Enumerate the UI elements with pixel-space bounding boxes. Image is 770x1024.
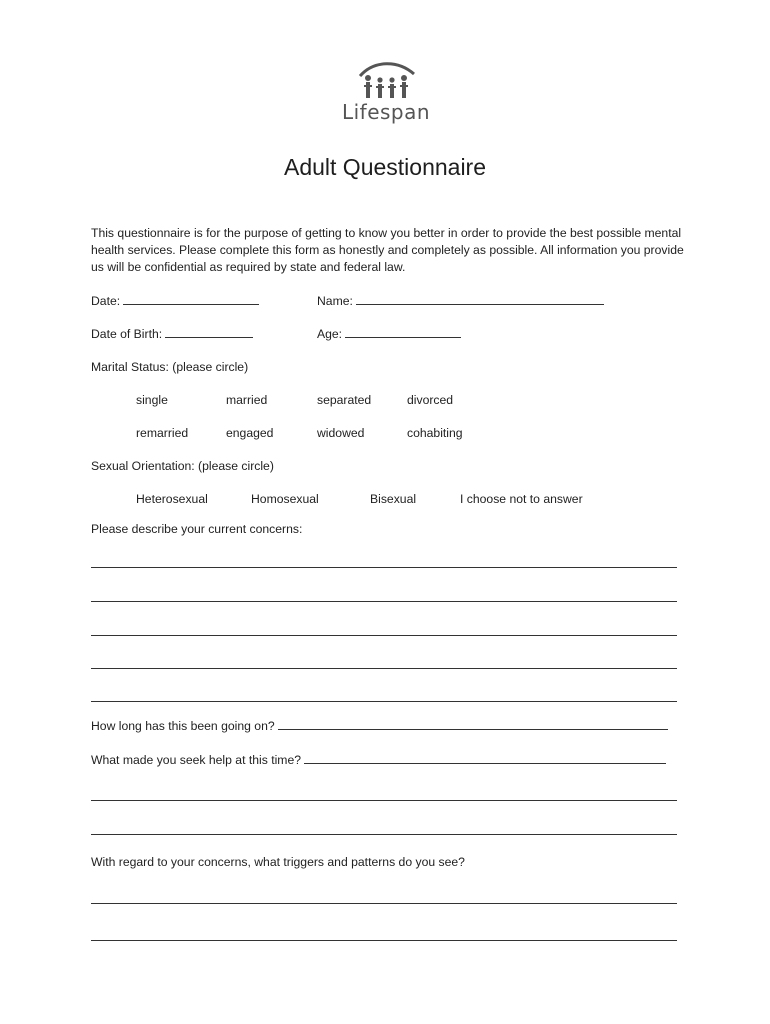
orientation-option-no-answer[interactable]: I choose not to answer [460,492,583,506]
how-long-question: How long has this been going on? [91,719,275,733]
marital-option-separated[interactable]: separated [317,393,372,407]
orientation-option-heterosexual[interactable]: Heterosexual [136,492,208,506]
seek-help-answer-line-2[interactable] [91,834,677,835]
age-field[interactable] [317,327,461,341]
name-field[interactable] [317,294,604,308]
marital-option-engaged[interactable]: engaged [226,426,274,440]
intro-paragraph: This questionnaire is for the purpose of getting to know you better in order to provide the best possible mental health services. Please complete this form as honestly and completely as possible. All information you provide us will be confidential as required by state and federal law. [91,226,684,274]
family-icon [354,62,418,102]
dob-field[interactable] [91,327,253,341]
marital-status-label: Marital Status: (please circle) [91,360,249,374]
dob-label: Date of Birth: [91,327,163,341]
concerns-question: Please describe your current concerns: [91,522,303,536]
seek-help-line [304,762,666,764]
marital-option-married[interactable]: married [226,393,268,407]
marital-option-single[interactable]: single [136,393,168,407]
name-line [356,303,604,305]
seek-help-answer-line-1[interactable] [91,800,677,801]
concerns-answer-line-2[interactable] [91,601,677,602]
orientation-option-homosexual[interactable]: Homosexual [251,492,319,506]
concerns-answer-line-1[interactable] [91,567,677,568]
concerns-answer-line-5[interactable] [91,701,677,702]
triggers-answer-line-2[interactable] [91,940,677,941]
marital-option-remarried[interactable]: remarried [136,426,189,440]
seek-help-field[interactable] [91,753,666,767]
age-line [345,336,461,338]
orientation-option-bisexual[interactable]: Bisexual [370,492,417,506]
date-field[interactable] [91,294,259,308]
how-long-field[interactable] [91,719,668,733]
how-long-line [278,728,668,730]
lifespan-logo [336,62,436,134]
date-line [123,303,259,305]
dob-line [165,336,253,338]
name-label: Name: [317,294,353,308]
triggers-question: With regard to your concerns, what triggers and patterns do you see? [91,855,465,869]
marital-option-divorced[interactable]: divorced [407,393,454,407]
date-label: Date: [91,294,121,308]
orientation-label: Sexual Orientation: (please circle) [91,459,274,473]
triggers-answer-line-1[interactable] [91,903,677,904]
logo-text: Lifespan [341,100,431,124]
seek-help-question: What made you seek help at this time? [91,753,302,767]
concerns-answer-line-3[interactable] [91,635,677,636]
marital-option-cohabiting[interactable]: cohabiting [407,426,463,440]
marital-option-widowed[interactable]: widowed [317,426,365,440]
age-label: Age: [317,327,343,341]
page-title: Adult Questionnaire [283,154,486,180]
concerns-answer-line-4[interactable] [91,668,677,669]
